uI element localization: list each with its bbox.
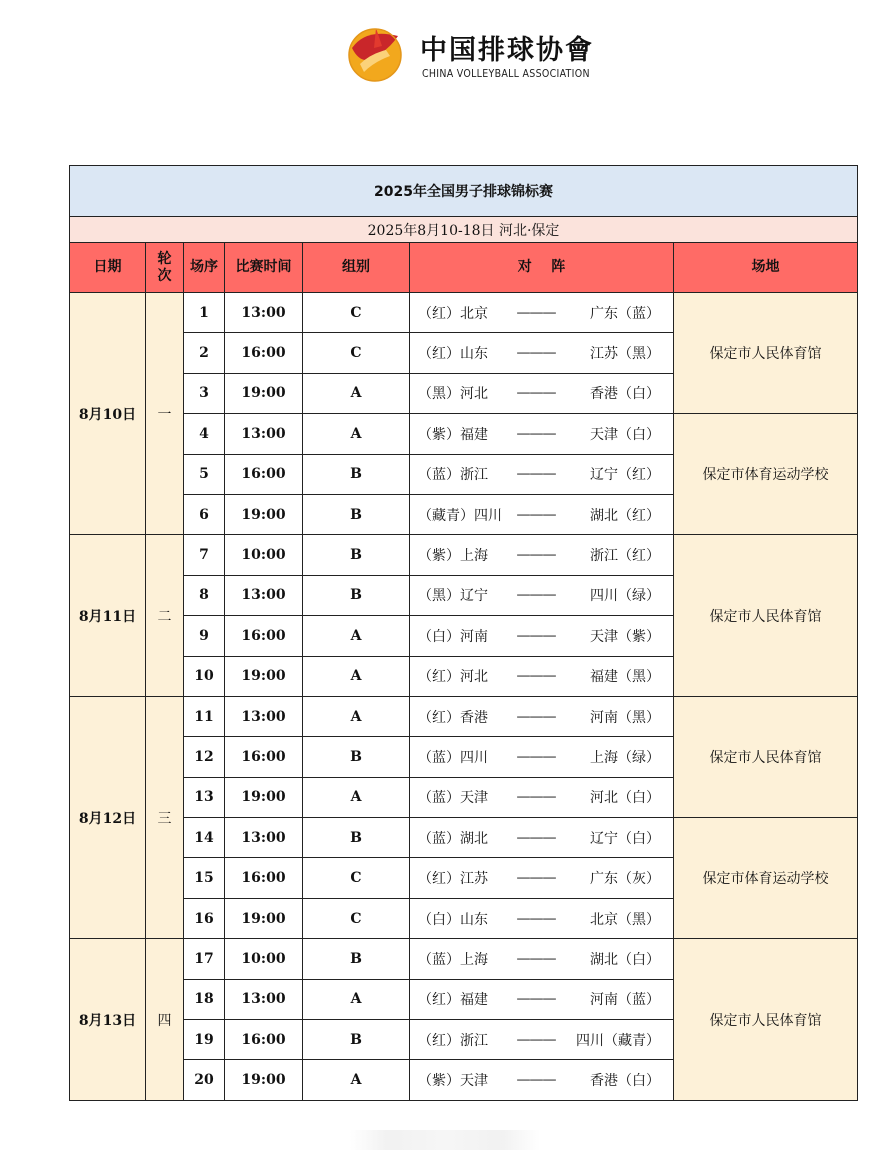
match-time: 16:00 — [225, 737, 303, 777]
page-title: 2025年全国男子排球锦标赛 — [70, 166, 858, 217]
home-team: （红）北京 — [418, 305, 488, 322]
home-team: （蓝）四川 — [418, 749, 488, 766]
match-venue: 保定市人民体育馆 — [674, 293, 858, 414]
match-time: 19:00 — [225, 656, 303, 696]
home-team: （红）河北 — [418, 669, 488, 686]
header-num: 场序 — [184, 243, 225, 293]
match-round: 三 — [146, 696, 184, 938]
volleyball-logo-icon — [346, 24, 404, 82]
match-number: 1 — [184, 293, 225, 333]
match-group: A — [303, 373, 410, 413]
home-team: （紫）上海 — [418, 548, 488, 565]
match-group: B — [303, 939, 410, 979]
home-team: （白）河南 — [418, 628, 488, 645]
home-team: （黑）辽宁 — [418, 588, 488, 605]
home-team: （红）山东 — [418, 346, 488, 363]
match-number: 16 — [184, 898, 225, 938]
match-group: B — [303, 454, 410, 494]
home-team: （白）山东 — [418, 911, 488, 928]
match-group: B — [303, 1020, 410, 1060]
away-team: 辽宁（白） — [590, 830, 660, 847]
versus-dash: ——— — [516, 910, 556, 927]
match-group: B — [303, 535, 410, 575]
match-number: 11 — [184, 696, 225, 736]
match-group: B — [303, 494, 410, 534]
versus-dash: ——— — [516, 587, 556, 604]
match-number: 12 — [184, 737, 225, 777]
away-team: 四川（藏青） — [576, 1032, 660, 1049]
match-time: 13:00 — [225, 575, 303, 615]
table-row — [70, 535, 858, 575]
versus-dash: ——— — [516, 345, 556, 362]
home-team: （藏青）四川 — [418, 507, 502, 524]
match-pairing — [410, 898, 674, 938]
event-dates-location: 2025年8月10-18日 河北·保定 — [70, 217, 858, 243]
match-pairing — [410, 696, 674, 736]
header-date: 日期 — [70, 243, 146, 293]
match-round: 四 — [146, 939, 184, 1101]
match-venue: 保定市人民体育馆 — [674, 939, 858, 1101]
header-round-line2: 次 — [157, 267, 172, 284]
match-group: A — [303, 616, 410, 656]
match-number: 10 — [184, 656, 225, 696]
match-number: 4 — [184, 414, 225, 454]
match-time: 13:00 — [225, 979, 303, 1019]
schedule-table — [69, 165, 858, 1101]
table-header — [70, 243, 858, 293]
match-pairing — [410, 575, 674, 615]
away-team: 香港（白） — [590, 1073, 660, 1090]
header-round — [146, 243, 184, 293]
versus-dash: ——— — [516, 466, 556, 483]
match-group: A — [303, 979, 410, 1019]
match-round: 二 — [146, 535, 184, 697]
match-pairing — [410, 616, 674, 656]
header-time: 比赛时间 — [225, 243, 303, 293]
versus-dash: ——— — [516, 1072, 556, 1089]
away-team: 上海（绿） — [590, 749, 660, 766]
away-team: 广东（灰） — [590, 871, 660, 888]
match-date: 8月11日 — [70, 535, 146, 697]
match-time: 19:00 — [225, 777, 303, 817]
match-group: C — [303, 898, 410, 938]
logo-chinese-name: 中国排球协會 — [420, 35, 594, 66]
match-pairing — [410, 293, 674, 333]
match-time: 19:00 — [225, 1060, 303, 1100]
away-team: 河南（黑） — [590, 709, 660, 726]
match-date: 8月10日 — [70, 293, 146, 535]
home-team: （蓝）天津 — [418, 790, 488, 807]
match-time: 10:00 — [225, 939, 303, 979]
match-pairing — [410, 656, 674, 696]
match-time: 13:00 — [225, 414, 303, 454]
away-team: 四川（绿） — [590, 588, 660, 605]
match-time: 16:00 — [225, 454, 303, 494]
match-pairing — [410, 858, 674, 898]
home-team: （紫）福建 — [418, 426, 488, 443]
match-group: C — [303, 333, 410, 373]
match-venue: 保定市体育运动学校 — [674, 414, 858, 535]
away-team: 香港（白） — [590, 386, 660, 403]
match-number: 20 — [184, 1060, 225, 1100]
match-venue: 保定市人民体育馆 — [674, 696, 858, 817]
match-date: 8月13日 — [70, 939, 146, 1101]
match-group: A — [303, 414, 410, 454]
match-time: 13:00 — [225, 818, 303, 858]
match-time: 19:00 — [225, 373, 303, 413]
versus-dash: ——— — [516, 870, 556, 887]
match-pairing — [410, 939, 674, 979]
away-team: 河北（白） — [590, 790, 660, 807]
match-group: A — [303, 1060, 410, 1100]
match-pairing — [410, 818, 674, 858]
header-match — [410, 243, 674, 293]
versus-dash: ——— — [516, 991, 556, 1008]
table-row — [70, 818, 858, 858]
match-venue: 保定市人民体育馆 — [674, 535, 858, 697]
table-row — [70, 939, 858, 979]
versus-dash: ——— — [516, 668, 556, 685]
home-team: （紫）天津 — [418, 1073, 488, 1090]
match-time: 16:00 — [225, 333, 303, 373]
versus-dash: ——— — [516, 1031, 556, 1048]
away-team: 辽宁（红） — [590, 467, 660, 484]
away-team: 广东（蓝） — [590, 305, 660, 322]
match-time: 10:00 — [225, 535, 303, 575]
match-pairing — [410, 494, 674, 534]
versus-dash: ——— — [516, 627, 556, 644]
away-team: 湖北（红） — [590, 507, 660, 524]
match-pairing — [410, 373, 674, 413]
header-match-label: 对 阵 — [517, 259, 566, 275]
home-team: （蓝）上海 — [418, 951, 488, 968]
header-group: 组别 — [303, 243, 410, 293]
versus-dash: ——— — [516, 385, 556, 402]
match-group: B — [303, 818, 410, 858]
match-pairing — [410, 737, 674, 777]
match-group: B — [303, 575, 410, 615]
match-number: 19 — [184, 1020, 225, 1060]
match-time: 19:00 — [225, 898, 303, 938]
versus-dash: ——— — [516, 506, 556, 523]
match-number: 9 — [184, 616, 225, 656]
table-row — [70, 414, 858, 454]
match-group: B — [303, 737, 410, 777]
away-team: 浙江（红） — [590, 548, 660, 565]
header-venue: 场地 — [674, 243, 858, 293]
home-team: （黑）河北 — [418, 386, 488, 403]
logo-english-name: CHINA VOLLEYBALL ASSOCIATION — [422, 68, 590, 80]
away-team: 天津（紫） — [590, 628, 660, 645]
match-number: 2 — [184, 333, 225, 373]
away-team: 福建（黑） — [590, 669, 660, 686]
table-row — [70, 696, 858, 736]
match-number: 8 — [184, 575, 225, 615]
match-time: 13:00 — [225, 696, 303, 736]
match-pairing — [410, 777, 674, 817]
away-team: 江苏（黑） — [590, 346, 660, 363]
match-number: 5 — [184, 454, 225, 494]
match-group: A — [303, 696, 410, 736]
header-round-line1: 轮 — [157, 250, 172, 267]
cva-logo — [346, 24, 594, 88]
away-team: 北京（黑） — [590, 911, 660, 928]
table-row — [70, 293, 858, 333]
match-time: 13:00 — [225, 293, 303, 333]
away-team: 湖北（白） — [590, 951, 660, 968]
versus-dash: ——— — [516, 950, 556, 967]
match-pairing — [410, 979, 674, 1019]
match-time: 16:00 — [225, 616, 303, 656]
match-pairing — [410, 1060, 674, 1100]
match-time: 16:00 — [225, 858, 303, 898]
home-team: （红）香港 — [418, 709, 488, 726]
match-group: A — [303, 777, 410, 817]
match-number: 18 — [184, 979, 225, 1019]
match-number: 7 — [184, 535, 225, 575]
away-team: 河南（蓝） — [590, 992, 660, 1009]
home-team: （红）福建 — [418, 992, 488, 1009]
match-number: 3 — [184, 373, 225, 413]
match-round: 一 — [146, 293, 184, 535]
match-number: 17 — [184, 939, 225, 979]
match-pairing — [410, 414, 674, 454]
match-date: 8月12日 — [70, 696, 146, 938]
versus-dash: ——— — [516, 304, 556, 321]
match-number: 6 — [184, 494, 225, 534]
versus-dash: ——— — [516, 425, 556, 442]
match-number: 14 — [184, 818, 225, 858]
home-team: （红）浙江 — [418, 1032, 488, 1049]
home-team: （红）江苏 — [418, 871, 488, 888]
match-group: C — [303, 858, 410, 898]
match-venue: 保定市体育运动学校 — [674, 818, 858, 939]
versus-dash: ——— — [516, 829, 556, 846]
match-pairing — [410, 1020, 674, 1060]
match-group: C — [303, 293, 410, 333]
away-team: 天津（白） — [590, 426, 660, 443]
home-team: （蓝）湖北 — [418, 830, 488, 847]
match-pairing — [410, 535, 674, 575]
match-time: 16:00 — [225, 1020, 303, 1060]
watermark-bar — [350, 1130, 540, 1150]
match-pairing — [410, 333, 674, 373]
match-pairing — [410, 454, 674, 494]
match-number: 15 — [184, 858, 225, 898]
versus-dash: ——— — [516, 789, 556, 806]
home-team: （蓝）浙江 — [418, 467, 488, 484]
versus-dash: ——— — [516, 547, 556, 564]
versus-dash: ——— — [516, 708, 556, 725]
match-time: 19:00 — [225, 494, 303, 534]
match-group: A — [303, 656, 410, 696]
versus-dash: ——— — [516, 748, 556, 765]
match-number: 13 — [184, 777, 225, 817]
